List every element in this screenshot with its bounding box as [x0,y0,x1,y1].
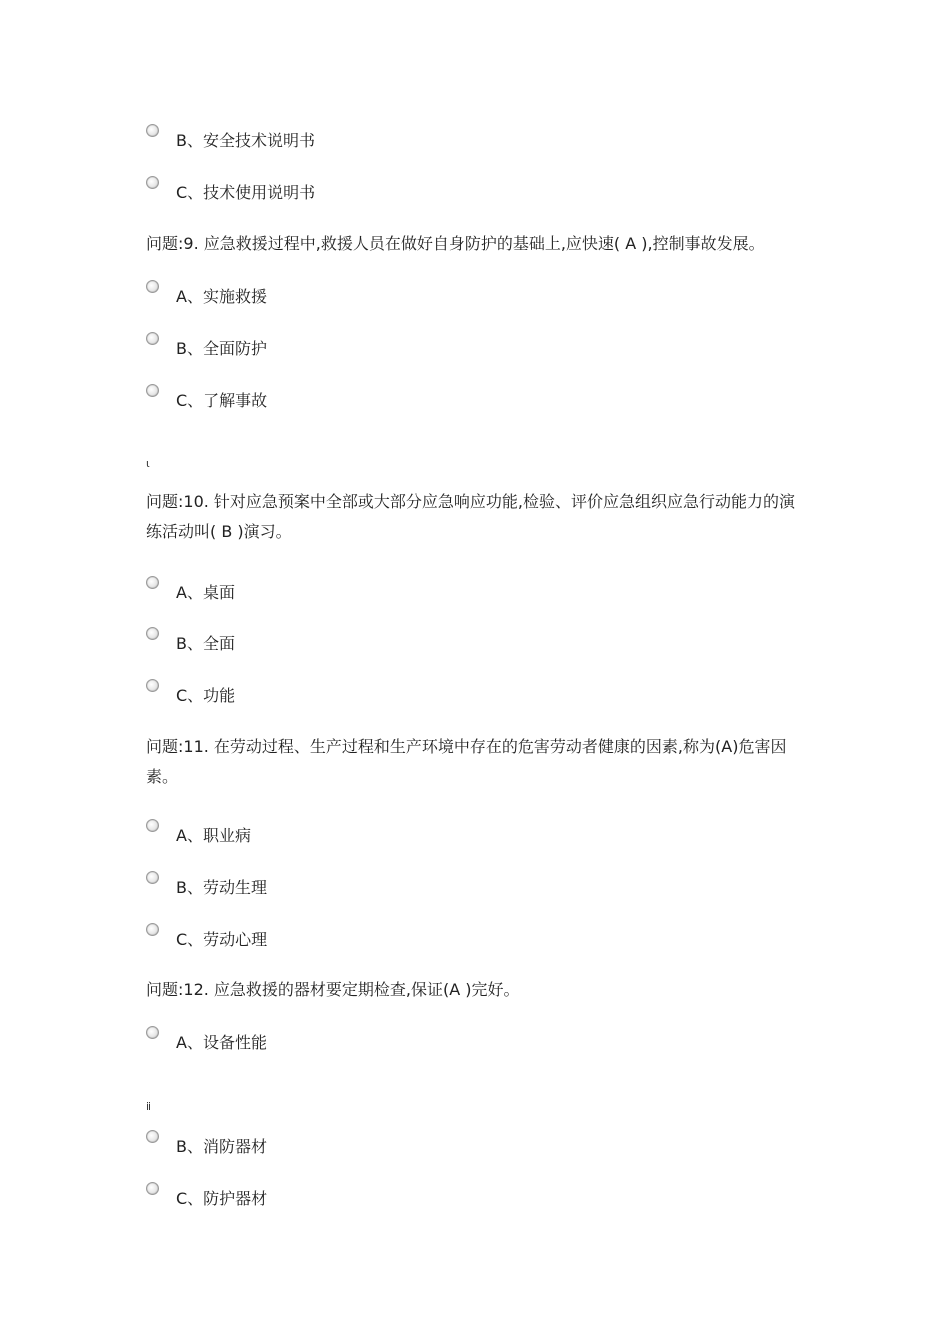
question-10-text: 问题:10. 针对应急预案中全部或大部分应急响应功能,检验、评价应急组织应急行动能力的演练活动叫( B )演习。 [146,492,796,541]
option-label: A、实施救援 [176,287,267,306]
radio-button-icon[interactable] [146,923,159,936]
option-label: A、职业病 [176,826,251,845]
radio-button-icon[interactable] [146,332,159,345]
radio-button-icon[interactable] [146,1130,159,1143]
radio-button-icon[interactable] [146,1182,159,1195]
stray-mark: ⅱ [146,1100,152,1113]
radio-button-icon[interactable] [146,871,159,884]
option-label: B、安全技术说明书 [176,131,315,150]
question-12-text: 问题:12. 应急救援的器材要定期检查,保证(A )完好。 [146,980,520,999]
radio-button-icon[interactable] [146,819,159,832]
question-9-text: 问题:9. 应急救援过程中,救援人员在做好自身防护的基础上,应快速( A ),控制事故发展。 [146,234,765,253]
option-label: C、功能 [176,686,236,705]
option-label: C、了解事故 [176,391,268,410]
option-label: C、技术使用说明书 [176,183,316,202]
radio-button-icon[interactable] [146,679,159,692]
option-label: B、全面 [176,634,235,653]
question-11-text: 问题:11. 在劳动过程、生产过程和生产环境中存在的危害劳动者健康的因素,称为(A)危害因素。 [146,737,787,786]
option-label: B、劳动生理 [176,878,267,897]
radio-button-icon[interactable] [146,627,159,640]
stray-mark: ι [146,457,150,470]
radio-button-icon[interactable] [146,384,159,397]
radio-button-icon[interactable] [146,1026,159,1039]
radio-button-icon[interactable] [146,176,159,189]
radio-button-icon[interactable] [146,124,159,137]
option-label: B、消防器材 [176,1137,267,1156]
option-label: C、防护器材 [176,1189,268,1208]
radio-button-icon[interactable] [146,280,159,293]
radio-button-icon[interactable] [146,576,159,589]
option-label: A、桌面 [176,583,235,602]
option-label: B、全面防护 [176,339,267,358]
option-label: C、劳动心理 [176,930,268,949]
option-label: A、设备性能 [176,1033,267,1052]
